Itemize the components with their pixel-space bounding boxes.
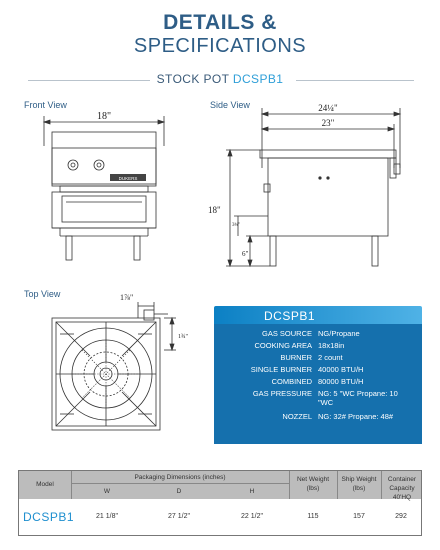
spec-value: NG: 32# Propane: 48# <box>318 412 394 421</box>
header-h: H <box>249 488 255 495</box>
front-leg-left <box>66 236 72 260</box>
spec-card-body <box>214 324 422 444</box>
spec-value: 40000 BTU/H <box>318 365 364 374</box>
header-ship-weight: Ship Weight (lbs) <box>341 476 377 492</box>
row-ship-weight: 157 <box>353 513 365 520</box>
packaging-table <box>18 470 422 536</box>
spec-card <box>214 306 422 444</box>
spec-label: COMBINED <box>271 377 312 386</box>
side-view-label: Side View <box>210 100 250 110</box>
header-w: W <box>103 488 111 495</box>
top-edge-label: 1⅞" <box>120 293 134 302</box>
front-view-label: Front View <box>24 100 67 110</box>
top-view-drawing <box>40 290 200 452</box>
subtitle-model: DCSPB1 <box>232 72 284 86</box>
side-top-rim <box>260 150 396 158</box>
spec-label: BURNER <box>280 353 312 362</box>
side-height-label: 18" <box>208 205 221 215</box>
spec-value: NG: 5 "WC Propane: 10 "WC <box>318 389 398 407</box>
side-view-drawing <box>210 98 422 280</box>
title-line-1: DETAILS & <box>163 11 277 34</box>
front-width-label: 18" <box>96 111 112 122</box>
side-body <box>268 158 388 236</box>
side-depth-body-label: 23" <box>321 118 335 128</box>
spec-value: 80000 BTU/H <box>318 377 364 386</box>
header-container: Container Capacity 40'HQ <box>387 476 417 501</box>
front-view-drawing <box>40 108 170 280</box>
top-view-label: Top View <box>24 289 61 299</box>
product-subtitle <box>0 72 440 86</box>
row-w: 21 1/8" <box>96 513 118 520</box>
spec-card-header <box>214 306 422 324</box>
side-leg-front <box>270 236 276 266</box>
header-model: Model <box>36 481 54 488</box>
knob-left-icon <box>68 160 78 170</box>
spec-value: NG/Propane <box>318 329 360 338</box>
spec-label: GAS PRESSURE <box>252 389 312 398</box>
spec-value: 18x18in <box>318 341 345 350</box>
spec-value: 2 count <box>318 353 343 362</box>
spec-label: GAS SOURCE <box>261 329 312 338</box>
brand-plate-text: DUKERS <box>118 176 138 181</box>
top-right-label: 1¾" <box>178 334 188 340</box>
front-leg-right <box>134 236 140 260</box>
side-valve <box>390 158 396 178</box>
knob-right-icon <box>94 160 104 170</box>
spec-label: NOZZEL <box>282 412 312 421</box>
subtitle-prefix: STOCK POT <box>156 72 230 86</box>
title-line-2: SPECIFICATIONS <box>133 35 307 57</box>
spec-label: COOKING AREA <box>254 341 312 350</box>
header-d: D <box>176 488 182 495</box>
row-net-weight: 115 <box>307 513 319 520</box>
row-d: 27 1/2" <box>168 513 190 520</box>
spec-card-title: DCSPB1 <box>264 309 316 323</box>
row-h: 22 1/2" <box>241 513 263 520</box>
spec-label: SINGLE BURNER <box>250 365 312 374</box>
side-depth-overall-label: 24¼" <box>318 103 338 113</box>
front-panel-strip <box>60 186 148 192</box>
front-door <box>62 196 146 222</box>
row-container: 292 <box>395 513 407 520</box>
side-small-label: 3¾" <box>232 223 241 228</box>
header-net-weight: Net Weight (lbs) <box>296 476 330 492</box>
side-leg-label: 6" <box>242 250 249 258</box>
side-leg-back <box>372 236 378 266</box>
header-packaging: Packaging Dimensions (inches) <box>134 474 226 481</box>
row-model: DCSPB1 <box>23 510 75 524</box>
page-title <box>0 12 440 58</box>
